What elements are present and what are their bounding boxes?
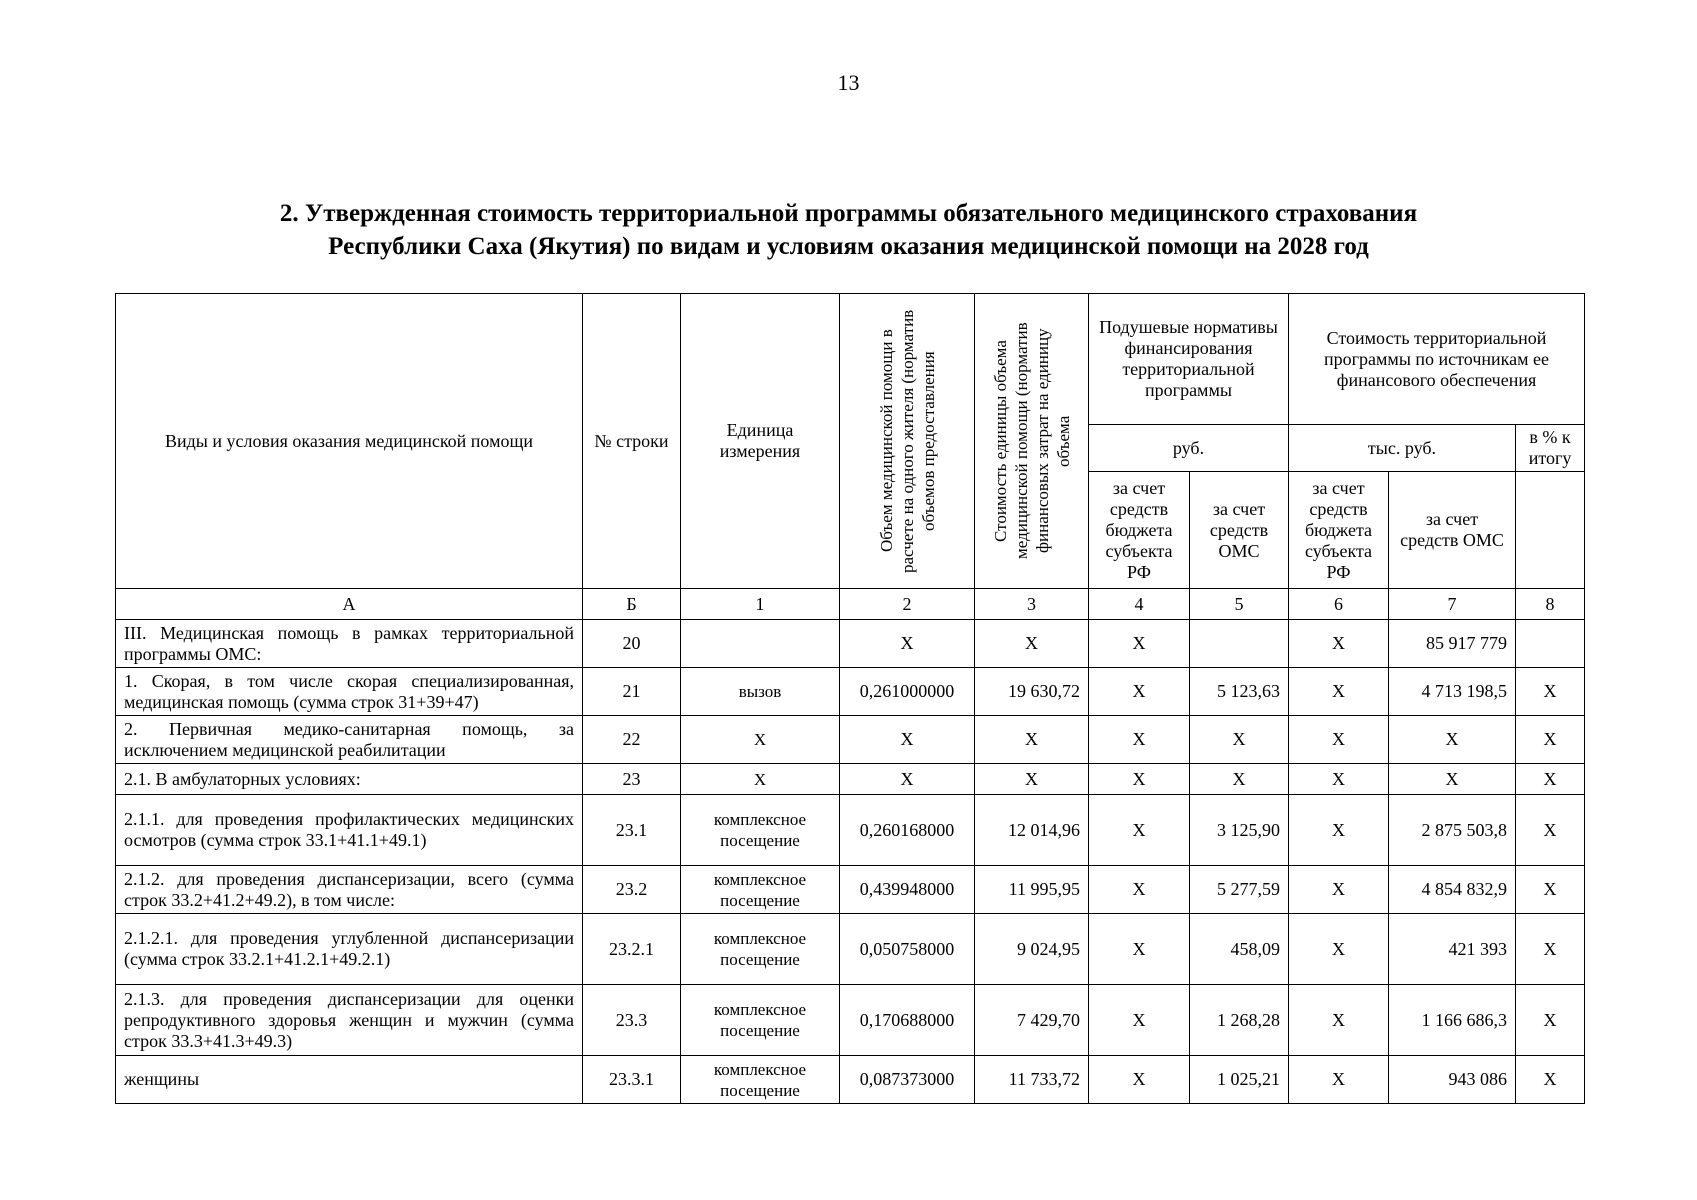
- row-volume: 0,260168000: [840, 795, 975, 866]
- row-unit: комплексное посещение: [681, 1056, 840, 1104]
- row-number: 23.3.1: [583, 1056, 681, 1104]
- row-t-budget: Х: [1289, 764, 1389, 795]
- row-pct: Х: [1516, 914, 1585, 985]
- table-row: [116, 914, 1585, 985]
- row-volume: 0,261000000: [840, 668, 975, 716]
- index-cell: 3: [975, 589, 1089, 620]
- row-pc-budget: Х: [1089, 668, 1190, 716]
- row-volume: Х: [840, 620, 975, 668]
- row-t-budget: Х: [1289, 985, 1389, 1056]
- row-pct: Х: [1516, 716, 1585, 764]
- row-t-budget: Х: [1289, 866, 1389, 914]
- index-cell: 8: [1516, 589, 1585, 620]
- row-pc-budget: Х: [1089, 1056, 1190, 1104]
- header-col-a: Виды и условия оказания медицинской помощи: [116, 294, 583, 589]
- index-cell: А: [116, 589, 583, 620]
- header-rub: руб.: [1089, 425, 1289, 472]
- row-name: 1. Скорая, в том числе скорая специализированная, медицинская помощь (сумма строк 31+39+47): [116, 668, 583, 716]
- row-pc-oms: 5 123,63: [1190, 668, 1289, 716]
- cost-table: [115, 293, 1585, 1104]
- index-cell: 5: [1190, 589, 1289, 620]
- row-name: 2.1.1. для проведения профилактических медицинских осмотров (сумма строк 33.1+41.1+49.1): [116, 795, 583, 866]
- row-number: 23: [583, 764, 681, 795]
- row-pct: [1516, 620, 1585, 668]
- row-number: 23.2: [583, 866, 681, 914]
- row-name: 2.1.2. для проведения диспансеризации, всего (сумма строк 33.2+41.2+49.2), в том числе:: [116, 866, 583, 914]
- table-row: [116, 985, 1585, 1056]
- row-cost: 9 024,95: [975, 914, 1089, 985]
- row-unit: Х: [681, 716, 840, 764]
- row-t-budget: Х: [1289, 795, 1389, 866]
- row-pc-oms: 1 268,28: [1190, 985, 1289, 1056]
- index-cell: 6: [1289, 589, 1389, 620]
- row-name: III. Медицинская помощь в рамках территориальной программы ОМС:: [116, 620, 583, 668]
- header-col-b: № строки: [583, 294, 681, 589]
- header-t-budget: за счет средств бюджета субъекта РФ: [1289, 472, 1389, 589]
- row-pct: Х: [1516, 866, 1585, 914]
- row-cost: 12 014,96: [975, 795, 1089, 866]
- row-pct: Х: [1516, 668, 1585, 716]
- table-row: [116, 866, 1585, 914]
- index-cell: 1: [681, 589, 840, 620]
- title-line-2: Республики Саха (Якутия) по видам и условиям оказания медицинской помощи на 2028 год: [328, 233, 1369, 260]
- row-volume: 0,087373000: [840, 1056, 975, 1104]
- table-row: [116, 620, 1585, 668]
- row-number: 23.1: [583, 795, 681, 866]
- row-pct: Х: [1516, 1056, 1585, 1104]
- index-cell: 2: [840, 589, 975, 620]
- row-pc-budget: Х: [1089, 795, 1190, 866]
- row-cost: 11 733,72: [975, 1056, 1089, 1104]
- row-unit: комплексное посещение: [681, 795, 840, 866]
- header-group-per-capita: Подушевые нормативы финансирования территориальной программы: [1089, 294, 1289, 425]
- header-thous-rub: тыс. руб.: [1289, 425, 1516, 472]
- header-col-3: [975, 294, 1089, 589]
- header-col-2-text: Объем медицинской помощи в расчете на одного жителя (норматив объемов предоставления: [876, 309, 938, 573]
- row-t-budget: Х: [1289, 1056, 1389, 1104]
- table-row: [116, 668, 1585, 716]
- header-pc-oms: за счет средств ОМС: [1190, 472, 1289, 589]
- row-number: 23.2.1: [583, 914, 681, 985]
- table-row: [116, 1056, 1585, 1104]
- row-volume: 0,050758000: [840, 914, 975, 985]
- header-group-cost: Стоимость территориальной программы по источникам ее финансового обеспечения: [1289, 294, 1585, 425]
- row-name: 2. Первичная медико-санитарная помощь, за исключением медицинской реабилитации: [116, 716, 583, 764]
- header-pct-empty: [1516, 472, 1585, 589]
- row-pct: Х: [1516, 764, 1585, 795]
- row-unit: Х: [681, 764, 840, 795]
- table-row: [116, 764, 1585, 795]
- row-t-oms: 2 875 503,8: [1389, 795, 1516, 866]
- row-pc-budget: Х: [1089, 985, 1190, 1056]
- row-t-budget: Х: [1289, 716, 1389, 764]
- row-t-oms: 85 917 779: [1389, 620, 1516, 668]
- row-number: 20: [583, 620, 681, 668]
- row-name: 2.1. В амбулаторных условиях:: [116, 764, 583, 795]
- row-unit: [681, 620, 840, 668]
- page-number: 13: [837, 70, 860, 95]
- row-t-oms: 1 166 686,3: [1389, 985, 1516, 1056]
- row-pc-budget: Х: [1089, 764, 1190, 795]
- row-pc-oms: Х: [1190, 716, 1289, 764]
- table-row: [116, 795, 1585, 866]
- row-number: 21: [583, 668, 681, 716]
- row-pc-oms: 1 025,21: [1190, 1056, 1289, 1104]
- row-t-oms: Х: [1389, 764, 1516, 795]
- header-percent-total: в % к итогу: [1516, 425, 1585, 472]
- header-row-1: [116, 294, 1585, 425]
- row-t-budget: Х: [1289, 620, 1389, 668]
- row-unit: комплексное посещение: [681, 914, 840, 985]
- header-t-oms: за счет средств ОМС: [1389, 472, 1516, 589]
- row-pc-budget: Х: [1089, 914, 1190, 985]
- row-pc-oms: [1190, 620, 1289, 668]
- title-line-1: 2. Утвержденная стоимость территориальной программы обязательного медицинского страхования: [279, 200, 1418, 227]
- row-cost: 7 429,70: [975, 985, 1089, 1056]
- row-volume: 0,439948000: [840, 866, 975, 914]
- row-pc-budget: Х: [1089, 620, 1190, 668]
- row-name: 2.1.3. для проведения диспансеризации для оценки репродуктивного здоровья женщин и мужчин (сумма строк 33.3+41.3+49.3): [116, 985, 583, 1056]
- row-number: 23.3: [583, 985, 681, 1056]
- row-t-oms: Х: [1389, 716, 1516, 764]
- row-volume: 0,170688000: [840, 985, 975, 1056]
- row-name: 2.1.2.1. для проведения углубленной диспансеризации (сумма строк 33.2.1+41.2.1+49.2.1): [116, 914, 583, 985]
- header-col-3-text: Стоимость единицы объема медицинской помощи (норматив финансовых затрат на единицу объема: [990, 322, 1073, 560]
- row-pc-oms: Х: [1190, 764, 1289, 795]
- row-unit: комплексное посещение: [681, 985, 840, 1056]
- row-cost: Х: [975, 764, 1089, 795]
- row-cost: 19 630,72: [975, 668, 1089, 716]
- row-t-budget: Х: [1289, 668, 1389, 716]
- row-cost: Х: [975, 716, 1089, 764]
- index-cell: Б: [583, 589, 681, 620]
- row-t-oms: 421 393: [1389, 914, 1516, 985]
- row-pc-oms: 3 125,90: [1190, 795, 1289, 866]
- row-unit: комплексное посещение: [681, 866, 840, 914]
- index-row: [116, 589, 1585, 620]
- header-col-1: Единица измерения: [681, 294, 840, 589]
- row-pc-oms: 5 277,59: [1190, 866, 1289, 914]
- table-row: [116, 716, 1585, 764]
- row-pc-budget: Х: [1089, 866, 1190, 914]
- row-pc-budget: Х: [1089, 716, 1190, 764]
- row-volume: Х: [840, 716, 975, 764]
- row-t-oms: 943 086: [1389, 1056, 1516, 1104]
- row-volume: Х: [840, 764, 975, 795]
- index-cell: 4: [1089, 589, 1190, 620]
- row-name: женщины: [116, 1056, 583, 1104]
- row-unit: вызов: [681, 668, 840, 716]
- row-t-budget: Х: [1289, 914, 1389, 985]
- row-number: 22: [583, 716, 681, 764]
- row-t-oms: 4 713 198,5: [1389, 668, 1516, 716]
- row-pct: Х: [1516, 795, 1585, 866]
- row-t-oms: 4 854 832,9: [1389, 866, 1516, 914]
- row-pct: Х: [1516, 985, 1585, 1056]
- row-cost: Х: [975, 620, 1089, 668]
- row-pc-oms: 458,09: [1190, 914, 1289, 985]
- row-cost: 11 995,95: [975, 866, 1089, 914]
- document-title: [0, 197, 1697, 263]
- index-cell: 7: [1389, 589, 1516, 620]
- header-pc-budget: за счет средств бюджета субъекта РФ: [1089, 472, 1190, 589]
- header-col-2: [840, 294, 975, 589]
